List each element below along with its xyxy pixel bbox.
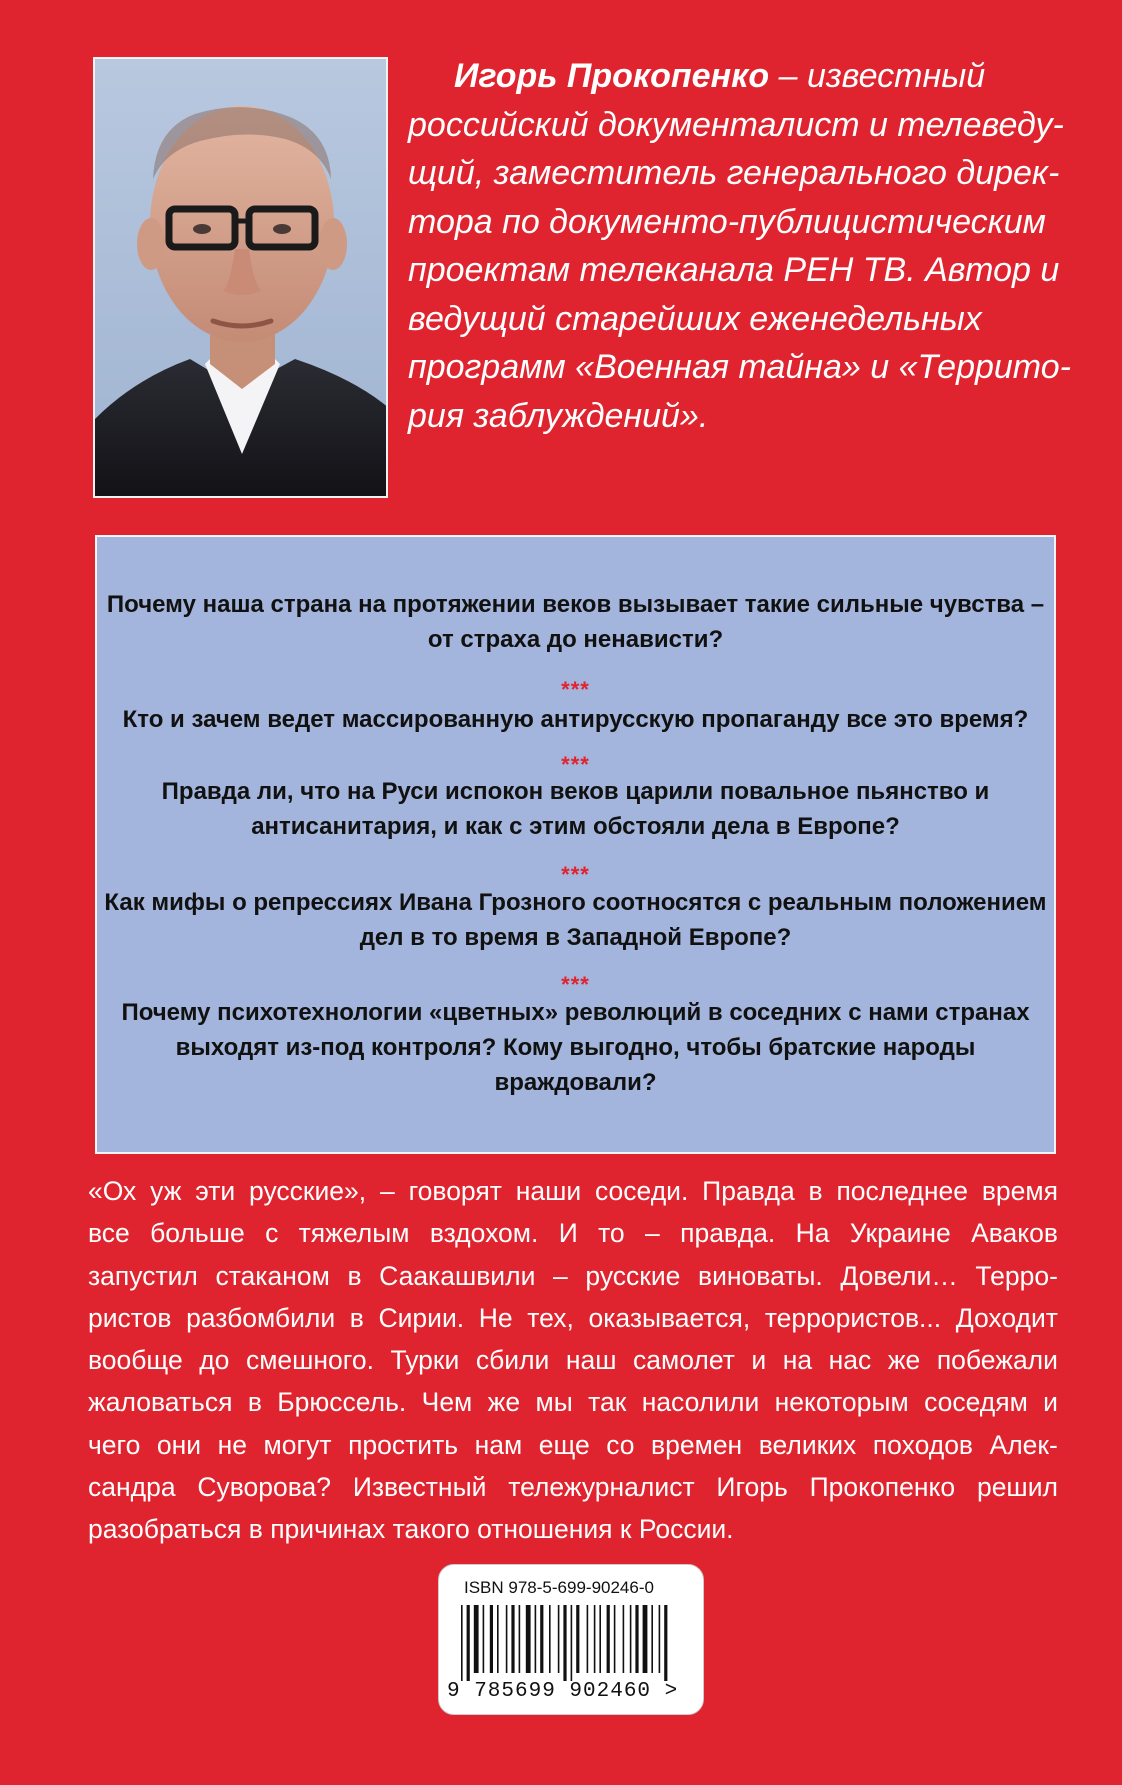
barcode-bar — [614, 1605, 616, 1673]
barcode-bar — [576, 1605, 579, 1673]
barcode-bar — [587, 1605, 589, 1673]
barcode-bar — [535, 1605, 537, 1673]
author-bio — [408, 52, 1071, 440]
bio-line: рия заблуждений». — [408, 396, 709, 435]
separator-stars: *** — [561, 972, 590, 997]
barcode-bar — [563, 1605, 566, 1681]
barcode-bar — [643, 1605, 648, 1673]
description-line: запустил стаканом в Саакашвили – русские виноваты. Довели… Терро- — [88, 1260, 1058, 1291]
description-line: сандра Суворова? Известный тележурналист Игорь Прокопенко решил — [88, 1472, 1058, 1503]
questions-box — [95, 535, 1056, 1154]
barcode-bar — [461, 1605, 463, 1681]
description-line: разобраться в причинах такого отношения к России. — [88, 1514, 734, 1545]
bio-line-1: Игорь Прокопенко – известный — [454, 57, 986, 95]
barcode-bar — [526, 1605, 531, 1673]
bio-line: проектам телеканала РЕН ТВ. Автор и — [408, 251, 1060, 289]
description-line: «Ох уж эти русские», – говорят наши соседи. Правда в последнее время — [88, 1176, 1058, 1206]
bio-line: ведущий старейших еженедельных — [408, 299, 982, 338]
barcode-bar — [540, 1605, 543, 1673]
book-description — [88, 1170, 1058, 1551]
description-line: вообще до смешного. Турки сбили наш самолет и на нас же побежали — [88, 1345, 1058, 1376]
description-line: чего они не могут простить нам еще со времен великих походов Алек- — [88, 1429, 1058, 1460]
barcode-bar — [659, 1605, 661, 1673]
description-line: ристов разбомбили в Сирии. Не тех, оказывается, террористов... Доходит — [88, 1302, 1058, 1333]
barcode-bar — [594, 1605, 596, 1673]
barcode-bar — [549, 1605, 551, 1673]
barcode-bar — [519, 1605, 521, 1673]
question-1: Почему наша страна на протяжении веков вызывает такие сильные чувства – от страха до ненависти? — [106, 591, 1045, 653]
barcode-bar — [571, 1605, 573, 1681]
isbn-barcode — [438, 1564, 704, 1715]
barcode-bar — [490, 1605, 493, 1673]
question-4: Как мифы о репрессиях Ивана Грозного соотносятся с реальным положением дел в то время в Западной Европе? — [104, 889, 1047, 951]
barcode-bar — [651, 1605, 653, 1673]
bio-line: программ «Военная тайна» и «Террито- — [408, 348, 1071, 386]
barcode-bar — [599, 1605, 601, 1673]
barcode-bar — [664, 1605, 667, 1681]
barcode-bars — [461, 1605, 681, 1681]
barcode-bar — [630, 1605, 632, 1673]
description-line: жаловаться в Брюссель. Чем же мы так насолили некоторым соседям и — [88, 1387, 1058, 1418]
barcode-bar — [558, 1605, 560, 1673]
author-portrait-image — [95, 59, 388, 498]
barcode-bar — [474, 1605, 479, 1673]
question-2: Кто и зачем ведет массированную антирусскую пропаганду все это время? — [122, 706, 1029, 733]
isbn-number: ISBN 978-5-699-90246-0 — [464, 1578, 654, 1597]
bio-line: щий, заместитель генерального дирек- — [408, 154, 1060, 192]
description-line: все больше с тяжелым вздохом. И то – правда. На Украине Аваков — [88, 1218, 1058, 1249]
separator-stars: *** — [561, 677, 590, 702]
barcode-bar — [635, 1605, 638, 1673]
question-5: Почему психотехнологии «цветных» революций в соседних с нами странах выходят из-под контроля? Кому выгодно, чтобы братские народы враждовали? — [121, 999, 1030, 1096]
barcode-bar — [467, 1605, 470, 1681]
barcode-bar — [483, 1605, 485, 1673]
barcode-bar — [607, 1605, 610, 1673]
question-3: Правда ли, что на Руси испокон веков царили повальное пьянство и антисанитария, и как с этим обстояли дела в Европе? — [161, 778, 990, 840]
barcode-bar — [497, 1605, 499, 1673]
separator-stars: *** — [561, 752, 590, 777]
barcode-digits: 9 785699 902460 > — [447, 1680, 679, 1703]
author-photo — [93, 57, 388, 498]
bio-line: тора по документо-публицистическим — [408, 202, 1046, 241]
barcode-bar — [506, 1605, 508, 1673]
bio-line: российский документалист и телеведу- — [408, 105, 1064, 144]
separator-stars: *** — [561, 862, 590, 887]
barcode-bar — [623, 1605, 625, 1673]
author-name: Игорь Прокопенко — [454, 57, 770, 95]
barcode-bar — [511, 1605, 514, 1673]
